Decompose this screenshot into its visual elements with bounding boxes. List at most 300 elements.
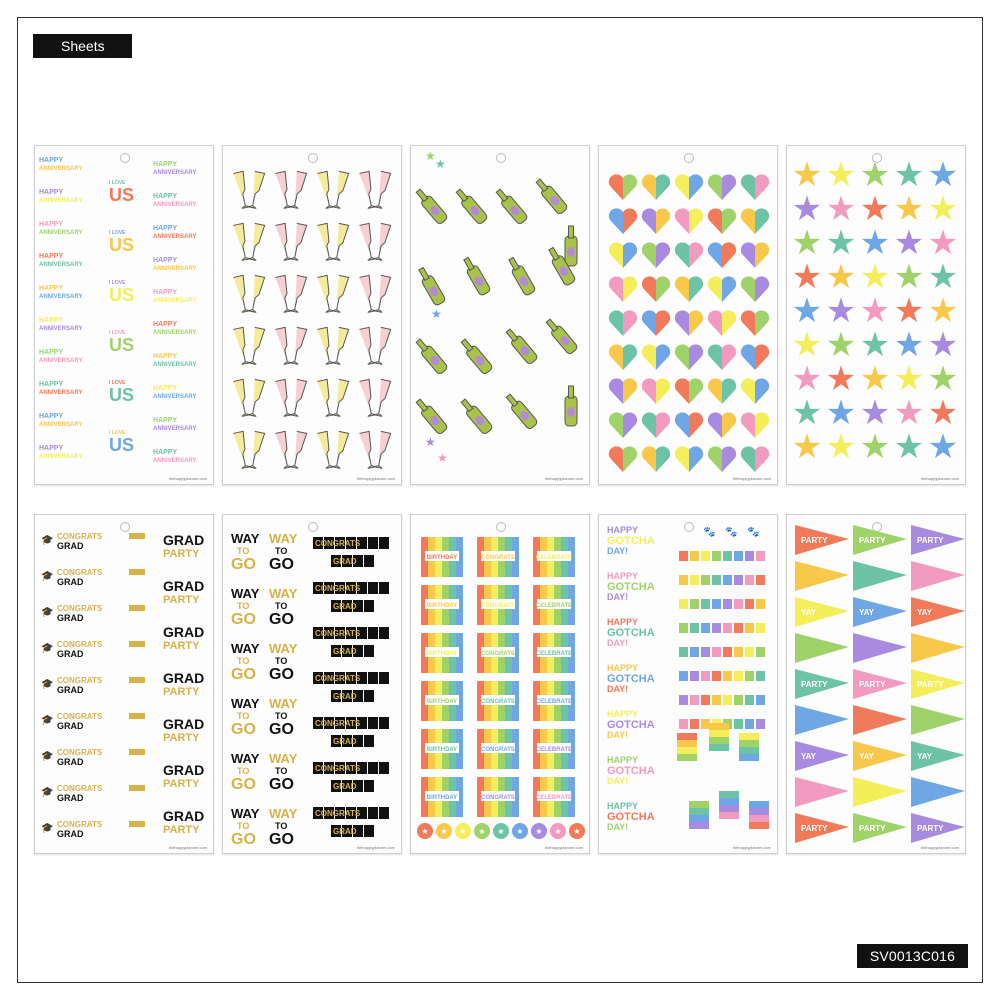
happy-text: HAPPY bbox=[153, 193, 178, 200]
hang-hole bbox=[309, 523, 318, 532]
anniversary-text: ANNIVERSARY bbox=[39, 326, 83, 332]
heart-icon bbox=[741, 276, 769, 302]
banner-flag bbox=[368, 717, 378, 729]
heart-icon bbox=[708, 412, 736, 438]
way-text: WAY bbox=[231, 696, 260, 711]
sheet-rainbow-birthday[interactable] bbox=[410, 514, 590, 854]
go-text: GO bbox=[269, 831, 294, 848]
sheet-anniversary-art bbox=[35, 146, 214, 485]
anniversary-text: ANNIVERSARY bbox=[39, 166, 83, 172]
star-icon: ★ bbox=[791, 258, 823, 296]
star-icon: ★ bbox=[893, 224, 925, 262]
star-icon: ★ bbox=[927, 394, 959, 432]
happy-text: HAPPY bbox=[39, 445, 64, 452]
happy-text: HAPPY bbox=[607, 617, 639, 627]
grad-text: GRAD bbox=[163, 624, 205, 640]
paw-icon: 🐾 bbox=[747, 527, 760, 538]
go-text: GO bbox=[269, 611, 294, 628]
svg-text:CONGRATS: CONGRATS bbox=[481, 747, 515, 753]
banner-grad-text: GRAD bbox=[333, 737, 357, 746]
banner-congrats-text: CONGRATS bbox=[315, 674, 361, 683]
gotcha-text: GOTCHA bbox=[607, 581, 655, 593]
grad-text: GRAD bbox=[57, 649, 84, 659]
anniversary-text: ANNIVERSARY bbox=[153, 394, 197, 400]
gotcha-text: GOTCHA bbox=[607, 811, 655, 823]
way-text: WAY bbox=[231, 751, 260, 766]
champagne-glasses-icon bbox=[359, 223, 390, 260]
banner-flag bbox=[723, 647, 732, 657]
bottle-icon bbox=[416, 266, 446, 307]
hang-hole bbox=[685, 154, 694, 163]
way-text: WAY bbox=[231, 586, 260, 601]
banner-flag bbox=[723, 551, 732, 561]
star-icon: ★ bbox=[825, 190, 857, 228]
star-icon: ★ bbox=[825, 156, 857, 194]
anniversary-text: ANNIVERSARY bbox=[153, 458, 197, 464]
grad-text: GRAD bbox=[163, 532, 205, 548]
pennant-flag bbox=[853, 561, 907, 591]
congrats-text: CONGRATS bbox=[57, 748, 103, 757]
banner-flag bbox=[368, 627, 378, 639]
heart-icon bbox=[642, 344, 670, 370]
banner-flag bbox=[679, 719, 688, 729]
champagne-glasses-icon bbox=[275, 431, 306, 468]
banner-flag bbox=[679, 623, 688, 633]
banner-flag bbox=[712, 695, 721, 705]
star-icon: ★ bbox=[791, 156, 823, 194]
rainbow-tag bbox=[533, 585, 575, 625]
rainbow-tag bbox=[421, 585, 463, 625]
heart-icon bbox=[708, 310, 736, 336]
heart-icon bbox=[675, 242, 703, 268]
banner-flag bbox=[723, 575, 732, 585]
banner-grad-text: GRAD bbox=[333, 782, 357, 791]
banner-congrats-text: CONGRATS bbox=[315, 539, 361, 548]
star-icon: ★ bbox=[825, 292, 857, 330]
party-text: PARTY bbox=[163, 686, 200, 698]
happy-text: HAPPY bbox=[607, 663, 639, 673]
banner-flag bbox=[756, 575, 765, 585]
pennant-text: PARTY bbox=[801, 536, 828, 545]
happy-text: HAPPY bbox=[153, 385, 178, 392]
day-text: DAY! bbox=[607, 730, 629, 740]
sheet-pennants[interactable] bbox=[786, 514, 966, 854]
site-credit: thehappyplanner.com bbox=[168, 845, 207, 850]
bottle-icon bbox=[504, 327, 539, 365]
champagne-glasses-icon bbox=[275, 275, 306, 312]
happy-text: HAPPY bbox=[153, 225, 178, 232]
banner-flag bbox=[701, 671, 710, 681]
heart-icon bbox=[675, 208, 703, 234]
banner-flag bbox=[734, 671, 743, 681]
day-text: DAY! bbox=[607, 546, 629, 556]
star-icon: ★ bbox=[893, 428, 925, 466]
hang-hole bbox=[497, 523, 506, 532]
heart-icon bbox=[741, 378, 769, 404]
anniversary-text: ANNIVERSARY bbox=[153, 330, 197, 336]
way-text: WAY bbox=[269, 751, 298, 766]
site-credit: thehappyplanner.com bbox=[356, 845, 395, 850]
us-text: US bbox=[109, 235, 135, 255]
heart-icon bbox=[741, 242, 769, 268]
banner-flag bbox=[364, 780, 374, 792]
banner-flag bbox=[701, 551, 710, 561]
rainbow-tag bbox=[533, 681, 575, 721]
to-text: TO bbox=[275, 601, 288, 611]
heart-icon bbox=[642, 208, 670, 234]
happy-text: HAPPY bbox=[153, 417, 178, 424]
banner-flag bbox=[679, 695, 688, 705]
anniversary-text: ANNIVERSARY bbox=[153, 266, 197, 272]
us-text: US bbox=[109, 335, 135, 355]
pennant-flag bbox=[911, 777, 965, 807]
party-text: PARTY bbox=[163, 548, 200, 560]
grad-cap-icon: 🎓 bbox=[41, 643, 54, 654]
happy-text: HAPPY bbox=[607, 709, 639, 719]
banner-flag bbox=[745, 671, 754, 681]
rainbow-tag bbox=[421, 729, 463, 769]
day-text: DAY! bbox=[607, 776, 629, 786]
day-text: DAY! bbox=[607, 684, 629, 694]
banner-flag bbox=[756, 719, 765, 729]
banner-flag bbox=[364, 555, 374, 567]
pennant-text: YAY bbox=[917, 752, 932, 761]
grad-text: GRAD bbox=[57, 721, 84, 731]
grad-cap-icon: 🎓 bbox=[41, 751, 54, 762]
us-text: US bbox=[109, 285, 135, 305]
grad-text: GRAD bbox=[57, 541, 84, 551]
grad-text: GRAD bbox=[163, 670, 205, 686]
banner-flag bbox=[756, 623, 765, 633]
heart-icon bbox=[642, 412, 670, 438]
banner-flag bbox=[756, 671, 765, 681]
banner-flag bbox=[679, 575, 688, 585]
grad-text: GRAD bbox=[57, 757, 84, 767]
banner-flag bbox=[701, 647, 710, 657]
svg-text:CONGRATS: CONGRATS bbox=[481, 795, 515, 801]
banner-flag bbox=[712, 623, 721, 633]
svg-text:CELEBRATE: CELEBRATE bbox=[535, 555, 573, 561]
grad-cap-icon: 🎓 bbox=[41, 823, 54, 834]
i-love-text: I LOVE bbox=[109, 430, 126, 436]
star-icon: ★ bbox=[927, 428, 959, 466]
congrats-text: CONGRATS bbox=[57, 568, 103, 577]
to-text: TO bbox=[275, 821, 288, 831]
banner-flag bbox=[690, 719, 699, 729]
star-icon: ★ bbox=[893, 292, 925, 330]
svg-text:BIRTHDAY: BIRTHDAY bbox=[426, 747, 458, 753]
day-text: DAY! bbox=[607, 822, 629, 832]
champagne-glasses-icon bbox=[233, 275, 264, 312]
heart-icon bbox=[609, 310, 637, 336]
banner-congrats-text: CONGRATS bbox=[315, 629, 361, 638]
hang-hole bbox=[497, 154, 506, 163]
to-text: TO bbox=[237, 766, 250, 776]
heart-icon bbox=[741, 344, 769, 370]
banner-congrats-text: CONGRATS bbox=[315, 584, 361, 593]
pennant-text: PARTY bbox=[801, 680, 828, 689]
go-text: GO bbox=[231, 776, 256, 793]
grad-cap-icon: 🎓 bbox=[41, 679, 54, 690]
banner-flag bbox=[379, 537, 389, 549]
balloon-icon bbox=[749, 801, 769, 829]
star-icon: ★ bbox=[825, 428, 857, 466]
heart-icon bbox=[609, 242, 637, 268]
rainbow-tag bbox=[421, 537, 463, 577]
pennant-text: PARTY bbox=[859, 536, 886, 545]
svg-text:CONGRATS: CONGRATS bbox=[481, 651, 515, 657]
star-icon: ★ bbox=[825, 360, 857, 398]
star-icon: ★ bbox=[927, 292, 959, 330]
banner-flag bbox=[679, 551, 688, 561]
banner-flag bbox=[690, 623, 699, 633]
anniversary-text: ANNIVERSARY bbox=[39, 358, 83, 364]
banner-flag bbox=[756, 599, 765, 609]
star-icon: ★ bbox=[859, 292, 891, 330]
anniversary-text: ANNIVERSARY bbox=[153, 170, 197, 176]
star-icon: ★ bbox=[440, 827, 448, 836]
heart-icon bbox=[609, 276, 637, 302]
happy-text: HAPPY bbox=[39, 189, 64, 196]
heart-icon bbox=[642, 276, 670, 302]
way-text: WAY bbox=[231, 641, 260, 656]
anniversary-text: ANNIVERSARY bbox=[39, 294, 83, 300]
gotcha-text: GOTCHA bbox=[607, 627, 655, 639]
happy-text: HAPPY bbox=[607, 525, 639, 535]
heart-icon bbox=[741, 310, 769, 336]
star-icon: ★ bbox=[893, 394, 925, 432]
banner-flag bbox=[756, 551, 765, 561]
sheet-congrats-grad[interactable] bbox=[34, 514, 214, 854]
go-text: GO bbox=[269, 666, 294, 683]
heart-icon bbox=[708, 344, 736, 370]
heart-icon bbox=[741, 446, 769, 472]
sheet-gotcha-day[interactable] bbox=[598, 514, 778, 854]
star-icon: ★ bbox=[927, 258, 959, 296]
sheet-hearts-art bbox=[599, 146, 778, 485]
grad-text: GRAD bbox=[57, 685, 84, 695]
star-icon: ★ bbox=[435, 157, 446, 171]
star-icon: ★ bbox=[893, 258, 925, 296]
bottle-icon bbox=[454, 187, 489, 225]
pennant-text: PARTY bbox=[859, 680, 886, 689]
anniversary-text: ANNIVERSARY bbox=[153, 362, 197, 368]
pennant-flag bbox=[911, 561, 965, 591]
pennant-text: PARTY bbox=[859, 824, 886, 833]
banner-flag bbox=[690, 695, 699, 705]
champagne-glasses-icon bbox=[233, 431, 264, 468]
go-text: GO bbox=[231, 666, 256, 683]
way-text: WAY bbox=[231, 531, 260, 546]
pennant-text: PARTY bbox=[917, 680, 944, 689]
heart-icon bbox=[675, 344, 703, 370]
champagne-glasses-icon bbox=[275, 223, 306, 260]
star-icon: ★ bbox=[791, 292, 823, 330]
bottle-icon bbox=[506, 256, 536, 297]
star-icon: ★ bbox=[927, 224, 959, 262]
sheets-label: Sheets bbox=[33, 34, 132, 58]
heart-icon bbox=[741, 208, 769, 234]
rainbow-tag bbox=[533, 729, 575, 769]
grad-cap-icon: 🎓 bbox=[41, 715, 54, 726]
heart-icon bbox=[708, 174, 736, 200]
bottle-icon bbox=[459, 397, 494, 435]
sheet-hearts[interactable] bbox=[598, 145, 778, 485]
go-text: GO bbox=[269, 721, 294, 738]
sheet-champagne-bottles[interactable] bbox=[410, 145, 590, 485]
happy-text: HAPPY bbox=[607, 801, 639, 811]
banner-flag bbox=[368, 537, 378, 549]
pennant-flag bbox=[911, 705, 965, 735]
to-text: TO bbox=[237, 821, 250, 831]
star-icon: ★ bbox=[893, 360, 925, 398]
star-icon: ★ bbox=[893, 190, 925, 228]
heart-icon bbox=[609, 208, 637, 234]
banner-flag bbox=[712, 671, 721, 681]
banner-flag bbox=[745, 599, 754, 609]
bottle-icon bbox=[494, 187, 529, 225]
heart-icon bbox=[609, 446, 637, 472]
heart-icon bbox=[642, 310, 670, 336]
bottle-icon bbox=[565, 386, 577, 426]
banner-flag bbox=[712, 599, 721, 609]
banner-flag bbox=[379, 627, 389, 639]
banner-grad-text: GRAD bbox=[333, 647, 357, 656]
pennant-flag bbox=[853, 777, 907, 807]
banner-flag bbox=[690, 647, 699, 657]
grad-text: GRAD bbox=[57, 829, 84, 839]
banner-grad-text: GRAD bbox=[333, 692, 357, 701]
happy-text: HAPPY bbox=[39, 253, 64, 260]
congrats-text: CONGRATS bbox=[57, 784, 103, 793]
anniversary-text: ANNIVERSARY bbox=[39, 422, 83, 428]
heart-icon bbox=[675, 412, 703, 438]
banner-flag bbox=[734, 719, 743, 729]
sheet-stars[interactable] bbox=[786, 145, 966, 485]
bottle-icon bbox=[461, 256, 491, 297]
congrats-text: CONGRATS bbox=[57, 640, 103, 649]
banner-flag bbox=[734, 695, 743, 705]
banner-flag bbox=[690, 599, 699, 609]
banner-flag bbox=[723, 695, 732, 705]
heart-icon bbox=[708, 276, 736, 302]
heart-icon bbox=[675, 378, 703, 404]
banner-flag bbox=[734, 647, 743, 657]
sheet-gotcha-day-art bbox=[599, 515, 778, 854]
grad-text: GRAD bbox=[57, 613, 84, 623]
heart-icon bbox=[642, 378, 670, 404]
star-icon: ★ bbox=[437, 451, 448, 465]
way-text: WAY bbox=[269, 641, 298, 656]
banner-flag bbox=[368, 672, 378, 684]
star-icon: ★ bbox=[859, 326, 891, 364]
bottle-icon bbox=[534, 177, 569, 215]
banner-flag bbox=[368, 582, 378, 594]
anniversary-text: ANNIVERSARY bbox=[153, 234, 197, 240]
site-credit: thehappyplanner.com bbox=[920, 845, 959, 850]
banner-flag bbox=[701, 719, 710, 729]
grad-cap-icon: 🎓 bbox=[41, 571, 54, 582]
star-icon: ★ bbox=[859, 190, 891, 228]
heart-icon bbox=[675, 276, 703, 302]
anniversary-text: ANNIVERSARY bbox=[39, 198, 83, 204]
champagne-glasses-icon bbox=[317, 327, 348, 364]
heart-icon bbox=[642, 242, 670, 268]
banner-grad-text: GRAD bbox=[333, 602, 357, 611]
site-credit: thehappyplanner.com bbox=[356, 476, 395, 481]
gotcha-text: GOTCHA bbox=[607, 673, 655, 685]
champagne-glasses-icon bbox=[359, 171, 390, 208]
sheet-way-to-go[interactable] bbox=[222, 514, 402, 854]
star-icon: ★ bbox=[425, 435, 436, 449]
heart-icon bbox=[609, 412, 637, 438]
party-text: PARTY bbox=[163, 640, 200, 652]
anniversary-text: ANNIVERSARY bbox=[39, 454, 83, 460]
pennant-text: YAY bbox=[801, 752, 816, 761]
sheet-anniversary[interactable] bbox=[34, 145, 214, 485]
star-icon: ★ bbox=[859, 428, 891, 466]
champagne-glasses-icon bbox=[233, 379, 264, 416]
banner-flag bbox=[712, 647, 721, 657]
hang-hole bbox=[121, 523, 130, 532]
go-text: GO bbox=[269, 556, 294, 573]
rainbow-tag bbox=[477, 537, 519, 577]
champagne-glasses-icon bbox=[317, 171, 348, 208]
happy-text: HAPPY bbox=[153, 353, 178, 360]
bottle-icon bbox=[414, 397, 449, 435]
heart-icon bbox=[609, 344, 637, 370]
champagne-glasses-icon bbox=[359, 327, 390, 364]
banner-flag bbox=[745, 719, 754, 729]
star-icon: ★ bbox=[791, 190, 823, 228]
way-text: WAY bbox=[231, 806, 260, 821]
bottle-icon bbox=[414, 187, 449, 225]
banner-flag bbox=[734, 599, 743, 609]
banner-flag bbox=[379, 672, 389, 684]
svg-text:BIRTHDAY: BIRTHDAY bbox=[426, 699, 458, 705]
grad-text: GRAD bbox=[163, 578, 205, 594]
happy-text: HAPPY bbox=[153, 257, 178, 264]
pennant-flag bbox=[795, 777, 849, 807]
banner-flag bbox=[701, 623, 710, 633]
site-credit: thehappyplanner.com bbox=[920, 476, 959, 481]
sheet-champagne-glasses[interactable] bbox=[222, 145, 402, 485]
happy-text: HAPPY bbox=[153, 289, 178, 296]
to-text: TO bbox=[275, 546, 288, 556]
svg-text:BIRTHDAY: BIRTHDAY bbox=[426, 603, 458, 609]
gold-cap-icon bbox=[129, 605, 145, 611]
happy-text: HAPPY bbox=[39, 221, 64, 228]
go-text: GO bbox=[231, 831, 256, 848]
grad-cap-icon: 🎓 bbox=[41, 787, 54, 798]
champagne-glasses-icon bbox=[233, 171, 264, 208]
hang-hole bbox=[121, 154, 130, 163]
pennant-text: YAY bbox=[859, 608, 874, 617]
banner-flag bbox=[368, 762, 378, 774]
happy-text: HAPPY bbox=[39, 157, 64, 164]
star-icon: ★ bbox=[859, 224, 891, 262]
congrats-text: CONGRATS bbox=[57, 820, 103, 829]
pennant-flag bbox=[853, 633, 907, 663]
pennant-text: PARTY bbox=[917, 824, 944, 833]
grad-text: GRAD bbox=[163, 762, 205, 778]
banner-flag bbox=[756, 647, 765, 657]
gold-cap-icon bbox=[129, 713, 145, 719]
star-icon: ★ bbox=[497, 827, 505, 836]
way-text: WAY bbox=[269, 696, 298, 711]
congrats-text: CONGRATS bbox=[57, 604, 103, 613]
happy-text: HAPPY bbox=[39, 381, 64, 388]
